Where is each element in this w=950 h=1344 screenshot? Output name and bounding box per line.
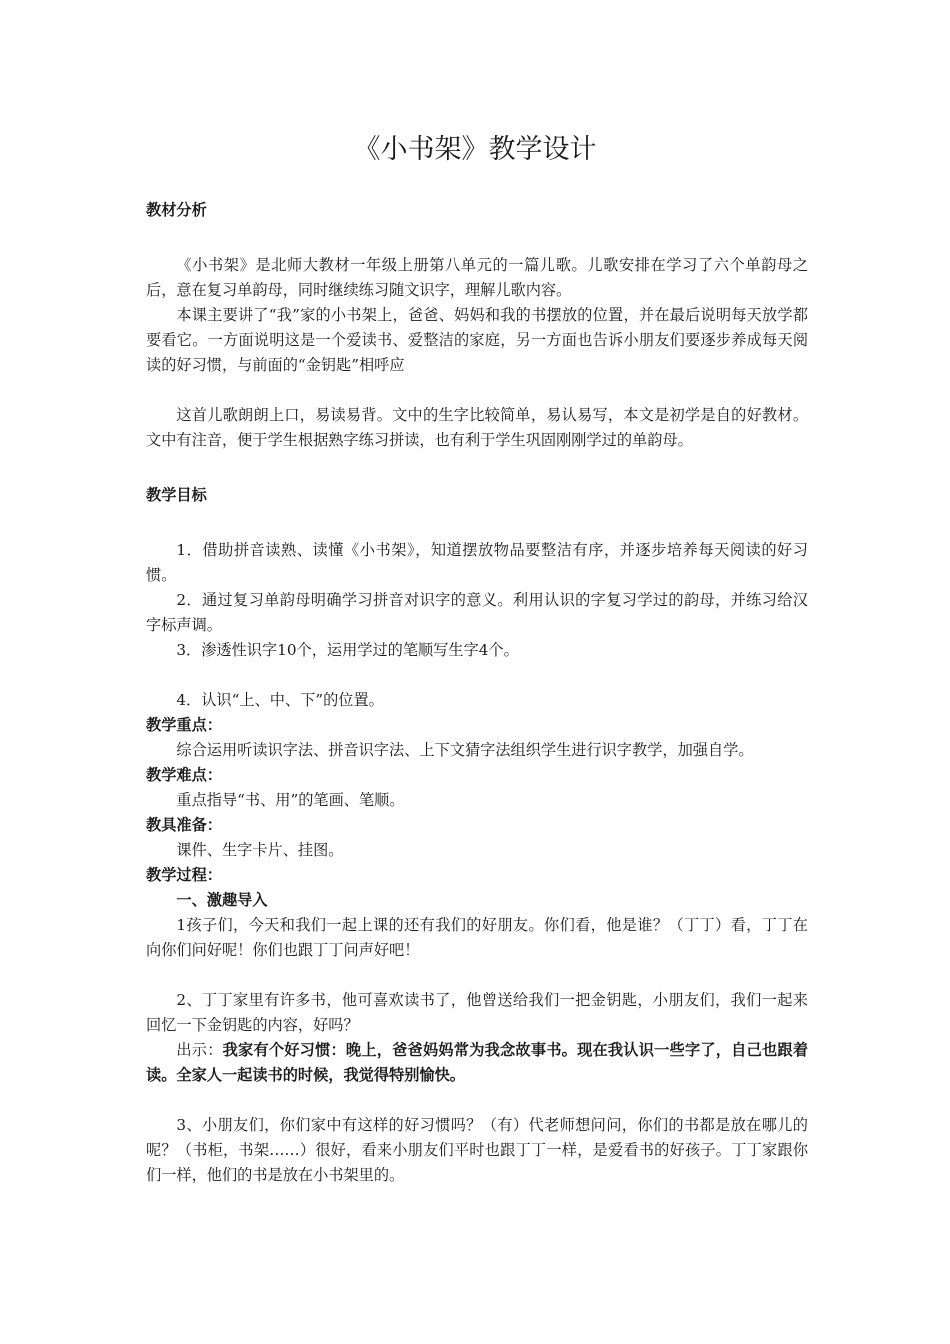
process-step-1: 1孩子们，今天和我们一起上课的还有我们的好朋友。你们看，他是谁？（丁丁）看，丁丁在向你们问好呢！你们也跟丁丁问声好吧！ [146, 916, 808, 959]
heading-difficulties: 教学难点： [146, 766, 222, 784]
show-label: 出示： [176, 1041, 223, 1059]
analysis-paragraph-1: 《小书架》是北师大教材一年级上册第八单元的一篇儿歌。儿歌安排在学习了六个单韵母之后，意在复习单韵母，同时继续练习随文识字，理解儿歌内容。 [146, 256, 808, 299]
analysis-paragraph-3: 这首儿歌朗朗上口，易读易背。文中的生字比较简单，易认易写，本文是初学是自的好教材。文中有注音，便于学生根据熟字练习拼读，也有利于学生巩固刚刚学过的单韵母。 [146, 406, 808, 449]
heading-analysis: 教材分析 [146, 201, 207, 219]
step-1-title: 一、激趣导入 [176, 891, 268, 909]
heading-process: 教学过程： [146, 866, 222, 884]
heading-materials: 教具准备： [146, 816, 222, 834]
goal-2: 2．通过复习单韵母明确学习拼音对识字的意义。利用认识的字复习学过的韵母，并练习给汉字标声调。 [146, 591, 808, 634]
show-quote: 我家有个好习惯：晚上，爸爸妈妈常为我念故事书。现在我认识一些字了，自己也跟着读。全家人一起读书的时候，我觉得特别愉快。 [146, 1041, 809, 1084]
show-paragraph [146, 1038, 808, 1088]
materials-text: 课件、生字卡片、挂图。 [176, 841, 344, 859]
process-step-2: 2、丁丁家里有许多书，他可喜欢读书了，他曾送给我们一把金钥匙，小朋友们，我们一起来回忆一下金钥匙的内容，好吗？ [146, 991, 808, 1034]
heading-key-points: 教学重点： [146, 716, 222, 734]
goal-1: 1．借助拼音读熟、读懂《小书架》，知道摆放物品要整洁有序，并逐步培养每天阅读的好习惯。 [146, 541, 808, 584]
process-step-3: 3、小朋友们，你们家中有这样的好习惯吗？（有）代老师想问问，你们的书都是放在哪儿的呢？（书柜，书架……）很好，看来小朋友们平时也跟丁丁一样，是爱看书的好孩子。丁丁家跟你们一样，他们的书是放在小书架里的。 [146, 1116, 808, 1184]
key-points-text: 综合运用听读识字法、拼音识字法、上下文猜字法组织学生进行识字教学，加强自学。 [176, 741, 754, 759]
document-title: 《小书架》教学设计 [353, 134, 597, 165]
goal-3: 3．渗透性识字10个，运用学过的笔顺写生字4个。 [176, 641, 519, 659]
goal-4: 4．认识“上、中、下”的位置。 [176, 691, 384, 709]
analysis-paragraph-2: 本课主要讲了“我”家的小书架上，爸爸、妈妈和我的书摆放的位置，并在最后说明每天放学都要看它。一方面说明这是一个爱读书、爱整洁的家庭，另一方面也告诉小朋友们要逐步养成每天阅读的好习惯，与前面的“金钥匙”相呼应 [146, 306, 808, 374]
heading-goals: 教学目标 [146, 486, 207, 504]
document-body [146, 198, 808, 1188]
difficulties-text: 重点指导“书、用”的笔画、笔顺。 [176, 791, 405, 809]
